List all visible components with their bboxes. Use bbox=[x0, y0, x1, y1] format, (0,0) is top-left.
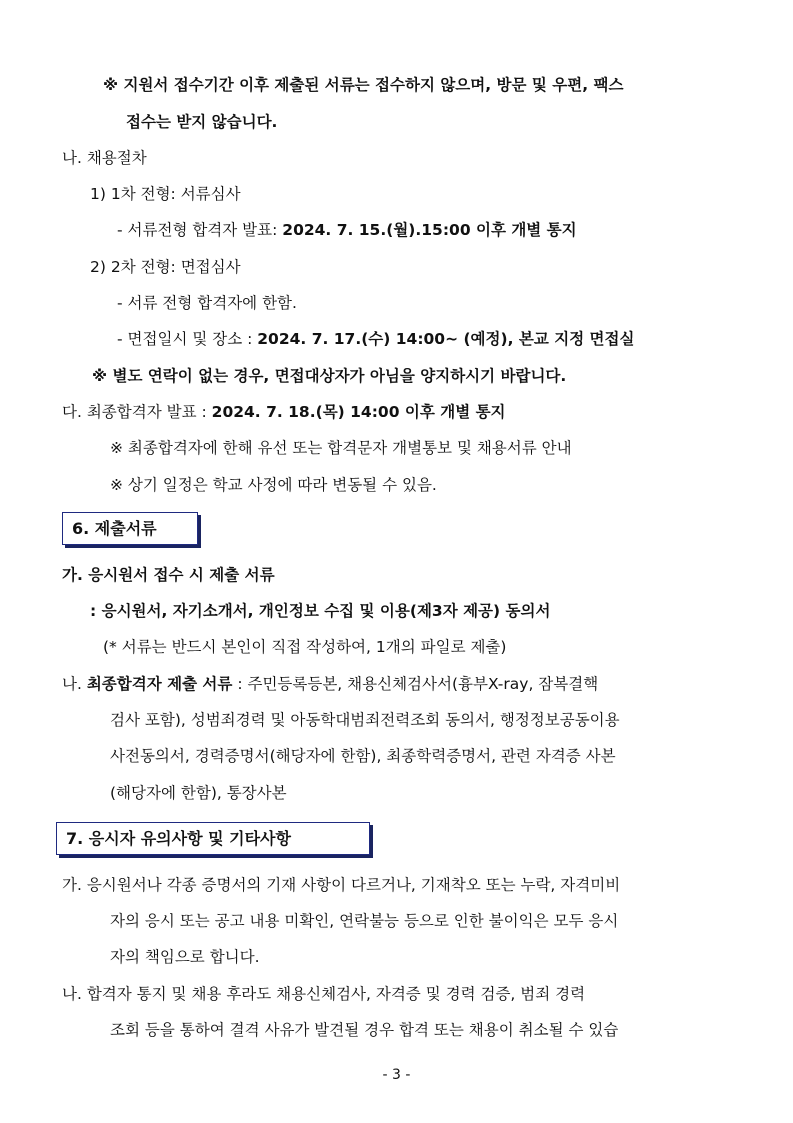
step1-detail bbox=[117, 219, 577, 241]
section6-b-line3: 사전동의서, 경력증명서(해당자에 한함), 최종학력증명서, 관련 자격증 사본 bbox=[110, 747, 616, 765]
step1-label: 1) 1차 전형: 서류심사 bbox=[90, 185, 241, 203]
section7-a-line3: 자의 책임으로 합니다. bbox=[110, 948, 260, 966]
final-prefix: 다. 최종합격자 발표 : bbox=[62, 403, 212, 421]
section7-a-line2: 자의 응시 또는 공고 내용 미확인, 연락불능 등으로 인한 불이익은 모두 응시 bbox=[110, 912, 619, 930]
section6-b-line1 bbox=[62, 673, 598, 695]
section6-b-line2: 검사 포함), 성범죄경력 및 아동학대범죄전력조회 동의서, 행정정보공동이용 bbox=[110, 711, 620, 729]
step2-detail1: - 서류 전형 합격자에 한함. bbox=[117, 294, 297, 312]
final-announcement bbox=[62, 401, 506, 423]
section7-title: 7. 응시자 유의사항 및 기타사항 bbox=[56, 822, 370, 855]
step2-detail2-date: 2024. 7. 17.(수) 14:00~ (예정), 본교 지정 면접실 bbox=[257, 330, 635, 348]
section6-a-items: : 응시원서, 자기소개서, 개인정보 수집 및 이용(제3자 제공) 동의서 bbox=[90, 602, 551, 620]
step1-detail-prefix: - 서류전형 합격자 발표: bbox=[117, 221, 283, 239]
step2-label: 2) 2차 전형: 면접심사 bbox=[90, 258, 241, 276]
final-note2: ※ 상기 일정은 학교 사정에 따라 변동될 수 있음. bbox=[110, 476, 437, 494]
final-note1: ※ 최종합격자에 한해 유선 또는 합격문자 개별통보 및 채용서류 안내 bbox=[110, 439, 572, 457]
section7-b-line2: 조회 등을 통하여 결격 사유가 발견될 경우 합격 또는 채용이 취소될 수 있습 bbox=[110, 1021, 619, 1039]
page-number: - 3 - bbox=[382, 1067, 411, 1083]
section6-a-heading: 가. 응시원서 접수 시 제출 서류 bbox=[62, 566, 275, 584]
procedure-heading: 나. 채용절차 bbox=[62, 149, 147, 167]
notice-deadline-line1: ※ 지원서 접수기간 이후 제출된 서류는 접수하지 않으며, 방문 및 우편, 팩스 bbox=[103, 76, 624, 94]
step2-detail2-prefix: - 면접일시 및 장소 : bbox=[117, 330, 258, 348]
final-date: 2024. 7. 18.(목) 14:00 이후 개별 통지 bbox=[211, 403, 506, 421]
notice-deadline-line2: 접수는 받지 않습니다. bbox=[126, 113, 278, 131]
section7-a-line1: 가. 응시원서나 각종 증명서의 기재 사항이 다르거나, 기재착오 또는 누락, 자격미비 bbox=[62, 876, 621, 894]
section6-b-prefix: 나. bbox=[62, 675, 87, 693]
section6-title: 6. 제출서류 bbox=[62, 512, 198, 545]
interview-notice: ※ 별도 연락이 없는 경우, 면접대상자가 아님을 양지하시기 바랍니다. bbox=[92, 367, 567, 385]
section6-b-heading: 최종합격자 제출 서류 bbox=[86, 675, 233, 693]
step2-detail2 bbox=[117, 328, 634, 350]
section7-b-line1: 나. 합격자 통지 및 채용 후라도 채용신체검사, 자격증 및 경력 검증, 범죄 경력 bbox=[62, 985, 586, 1003]
section6-b-line4: (해당자에 한함), 통장사본 bbox=[110, 784, 287, 802]
section6-a-note: (* 서류는 반드시 본인이 직접 작성하여, 1개의 파일로 제출) bbox=[103, 638, 507, 656]
section6-b-text: : 주민등록등본, 채용신체검사서(흉부X-ray, 잠복결핵 bbox=[232, 675, 599, 693]
step1-detail-date: 2024. 7. 15.(월).15:00 이후 개별 통지 bbox=[282, 221, 577, 239]
